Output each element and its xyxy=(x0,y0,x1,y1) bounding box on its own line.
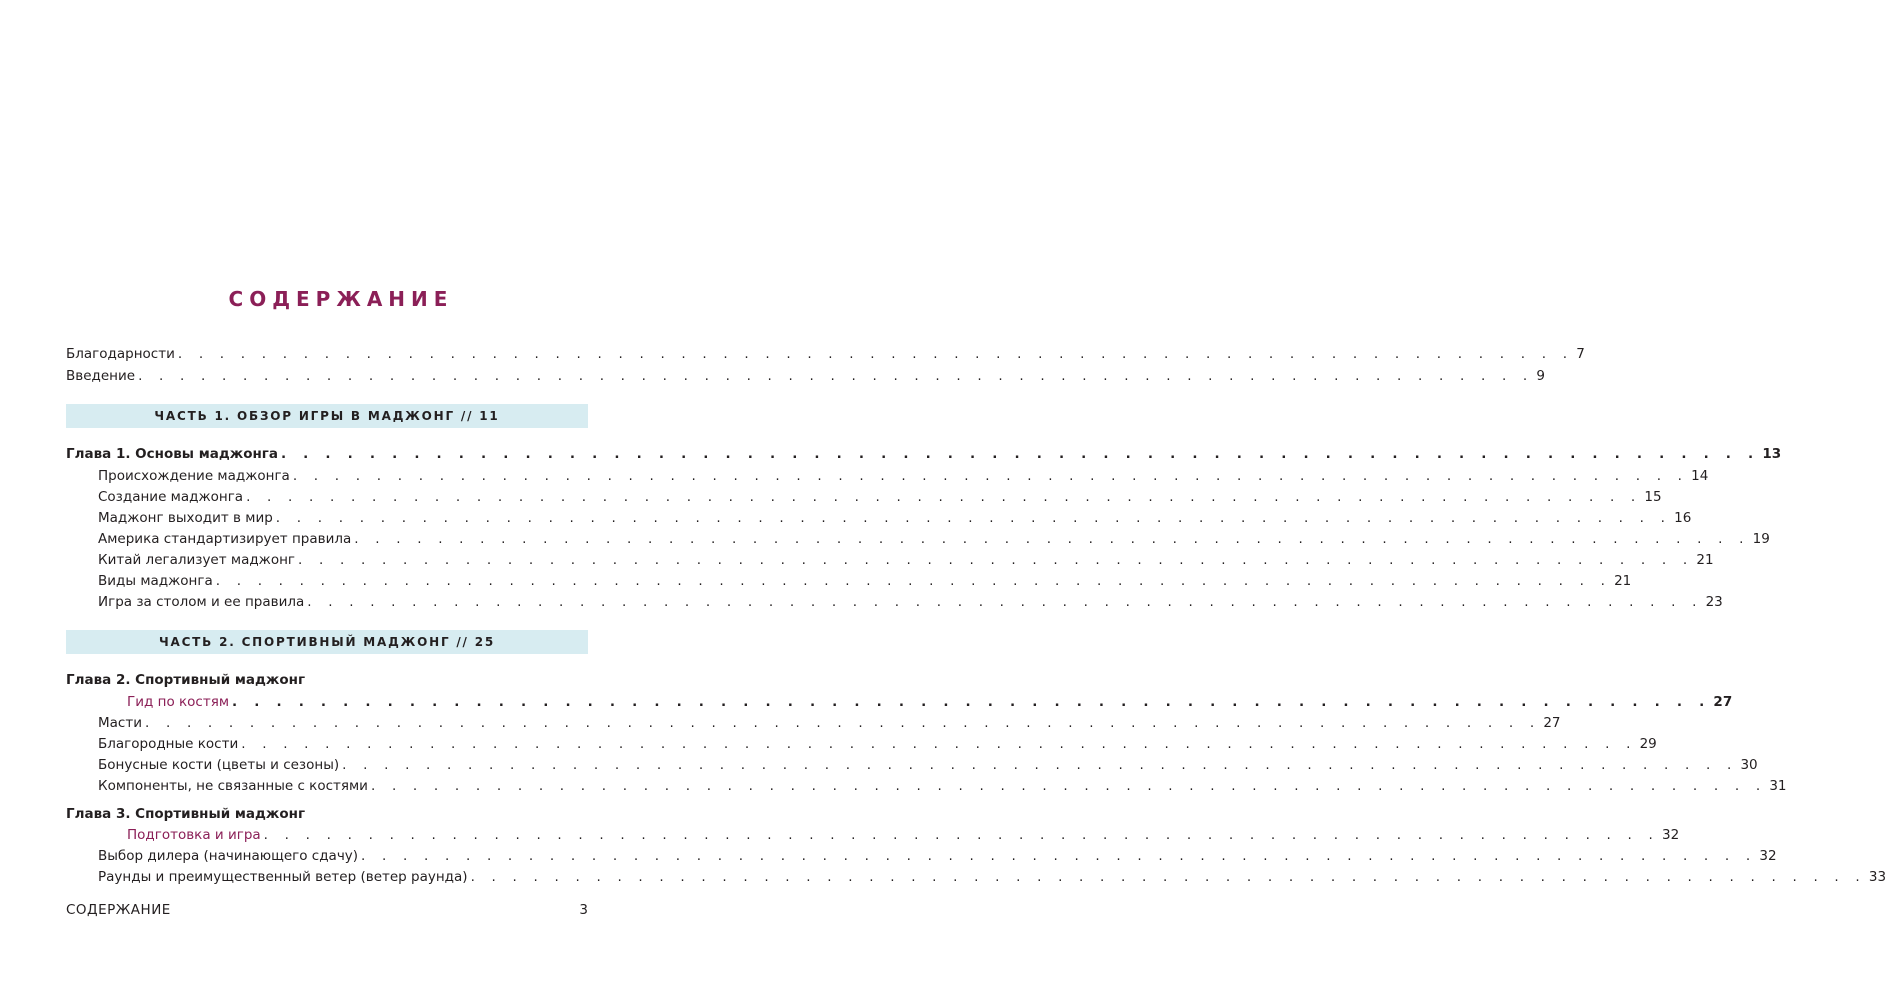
toc-entry[interactable] xyxy=(98,508,1692,528)
part-1-heading[interactable]: ЧАСТЬ 1. ОБЗОР ИГРЫ В МАДЖОНГ // 11 xyxy=(66,404,588,428)
toc-entry-page: 19 xyxy=(1752,531,1770,547)
toc-entry[interactable] xyxy=(98,466,1709,486)
dot-leader: . . . . . . . . . . . . . . . . . . . . . . . . . . . . . . . . . . . . . . . . . . . . . . . . . . . . . . . . . . . . . . . . . . . xyxy=(292,468,1689,484)
toc-entry-label: Благородные кости xyxy=(98,736,239,752)
toc-entry-label: Виды маджонга xyxy=(98,573,213,589)
dot-leader: . . . . . . . . . . . . . . . . . . . . . . . . . . . . . . . . . . . . . . . . . . . . . . . . . . . . . . . . . . . . . . . . . . . xyxy=(241,736,1637,752)
dot-leader: . . . . . . . . . . . . . . . . . . . . . . . . . . . . . . . . . . . . . . . . . . . . . . . . . . . . . . . . . . . . . . . . . . . xyxy=(354,531,1750,547)
toc-section-label: Гид по костям xyxy=(127,694,230,710)
dot-leader: . . . . . . . . . . . . . . . . . . . . . . . . . . . . . . . . . . . . . . . . . . . . . . . . . . . . . . . . . . . . . . . . . . . xyxy=(342,757,1738,773)
toc-entry[interactable] xyxy=(98,487,1662,507)
toc-entry-page: 15 xyxy=(1644,489,1662,505)
toc-entry-page: 9 xyxy=(1536,368,1546,384)
toc-entry[interactable] xyxy=(98,755,1758,775)
dot-leader: . . . . . . . . . . . . . . . . . . . . . . . . . . . . . . . . . . . . . . . . . . . . . . . . . . . . . . . . . . . . . . . . . . . xyxy=(298,552,1694,568)
toc-entry-label: Выбор дилера (начинающего сдачу) xyxy=(98,848,359,864)
toc-chapter-label: Глава 1. Основы маджонга xyxy=(66,446,278,462)
toc-entry-page: 21 xyxy=(1614,573,1632,589)
toc-entry[interactable] xyxy=(98,846,1777,866)
toc-section-page: 27 xyxy=(1713,694,1733,710)
toc-entry-page: 7 xyxy=(1576,346,1585,362)
toc-entry-acknowledgements[interactable] xyxy=(66,344,1585,364)
toc-entry-label: Маджонг выходит в мир xyxy=(98,510,273,526)
toc-entry-label: Масти xyxy=(98,715,142,731)
toc-entry-page: 23 xyxy=(1705,594,1723,610)
toc-entry-page: 14 xyxy=(1691,468,1709,484)
toc-entry-label: Компоненты, не связанные с костями xyxy=(98,778,368,794)
dot-leader: . . . . . . . . . . . . . . . . . . . . . . . . . . . . . . . . . . . . . . . . . . . . . . . . . . . . . . . . . . . . . . . . . . . xyxy=(177,346,1574,362)
page-number: 3 xyxy=(579,902,588,918)
toc-entry-page: 21 xyxy=(1696,552,1714,568)
dot-leader: . . . . . . . . . . . . . . . . . . . . . . . . . . . . . . . . . . . . . . . . . . . . . . . . . . . . . . . . . . . . . . . . . . . xyxy=(263,827,1660,843)
toc-entry[interactable] xyxy=(98,776,1787,796)
toc-entry-introduction[interactable] xyxy=(66,366,1546,386)
toc-entry[interactable] xyxy=(98,867,1886,887)
toc-entry[interactable] xyxy=(98,529,1770,549)
dot-leader: . . . . . . . . . . . . . . . . . . . . . . . . . . . . . . . . . . . . . . . . . . . . . . . . . . . . . . . . . . . . . . . . . . . xyxy=(275,510,1672,526)
dot-leader: . . . . . . . . . . . . . . . . . . . . . . . . . . . . . . . . . . . . . . . . . . . . . . . . . . . . . . . . . . . . . . . . . . . xyxy=(370,778,1767,794)
dot-leader: . . . . . . . . . . . . . . . . . . . . . . . . . . . . . . . . . . . . . . . . . . . . . . . . . . . . . . . . . . . . . . . . . . . xyxy=(144,715,1541,731)
dot-leader: . . . . . . . . . . . . . . . . . . . . . . . . . . . . . . . . . . . . . . . . . . . . . . . . . . . . . . . . . . . . . . . . . . . xyxy=(138,368,1534,384)
toc-entry-page: 29 xyxy=(1639,736,1657,752)
toc-chapter-1[interactable] xyxy=(66,444,1782,464)
toc-chapter-2[interactable]: Глава 2. Спортивный маджонг xyxy=(66,672,306,688)
toc-entry-label: Игра за столом и ее правила xyxy=(98,594,305,610)
toc-entry[interactable] xyxy=(98,713,1561,733)
toc-entry-label: Китай легализует маджонг xyxy=(98,552,296,568)
toc-entry-page: 32 xyxy=(1759,848,1777,864)
toc-section-tile-guide[interactable] xyxy=(127,692,1733,712)
toc-section-setup-and-play[interactable] xyxy=(127,825,1680,845)
running-footer-section: СОДЕРЖАНИЕ xyxy=(66,902,171,918)
dot-leader: . . . . . . . . . . . . . . . . . . . . . . . . . . . . . . . . . . . . . . . . . . . . . . . . . . . . . . . . . . . . . . . . . . . xyxy=(470,869,1866,885)
dot-leader: . . . . . . . . . . . . . . . . . . . . . . . . . . . . . . . . . . . . . . . . . . . . . . . . . . . . . . . . . . . . . . . . . . . xyxy=(232,694,1711,710)
toc-entry-label: Бонусные кости (цветы и сезоны) xyxy=(98,757,340,773)
dot-leader: . . . . . . . . . . . . . . . . . . . . . . . . . . . . . . . . . . . . . . . . . . . . . . . . . . . . . . . . . . . . . . . . . . . xyxy=(280,446,1760,462)
toc-entry-label: Создание маджонга xyxy=(98,489,244,505)
toc-section-page: 32 xyxy=(1662,827,1680,843)
toc-entry-label: Введение xyxy=(66,368,136,384)
toc-entry[interactable] xyxy=(98,571,1632,591)
dot-leader: . . . . . . . . . . . . . . . . . . . . . . . . . . . . . . . . . . . . . . . . . . . . . . . . . . . . . . . . . . . . . . . . . . . xyxy=(307,594,1703,610)
toc-section-label: Подготовка и игра xyxy=(127,827,261,843)
toc-entry-page: 33 xyxy=(1868,869,1886,885)
toc-entry[interactable] xyxy=(98,592,1723,612)
toc-entry[interactable] xyxy=(98,550,1714,570)
toc-entry-page: 16 xyxy=(1674,510,1692,526)
toc-entry-label: Раунды и преимущественный ветер (ветер раунда) xyxy=(98,869,468,885)
dot-leader: . . . . . . . . . . . . . . . . . . . . . . . . . . . . . . . . . . . . . . . . . . . . . . . . . . . . . . . . . . . . . . . . . . . xyxy=(246,489,1642,505)
toc-entry-page: 30 xyxy=(1740,757,1758,773)
dot-leader: . . . . . . . . . . . . . . . . . . . . . . . . . . . . . . . . . . . . . . . . . . . . . . . . . . . . . . . . . . . . . . . . . . . xyxy=(215,573,1612,589)
dot-leader: . . . . . . . . . . . . . . . . . . . . . . . . . . . . . . . . . . . . . . . . . . . . . . . . . . . . . . . . . . . . . . . . . . . xyxy=(361,848,1757,864)
toc-entry-label: Происхождение маджонга xyxy=(98,468,290,484)
part-2-heading[interactable]: ЧАСТЬ 2. СПОРТИВНЫЙ МАДЖОНГ // 25 xyxy=(66,630,588,654)
toc-entry[interactable] xyxy=(98,734,1657,754)
toc-entry-page: 27 xyxy=(1543,715,1561,731)
toc-chapter-3[interactable]: Глава 3. Спортивный маджонг xyxy=(66,806,306,822)
toc-chapter-page: 13 xyxy=(1762,446,1782,462)
toc-entry-page: 31 xyxy=(1769,778,1787,794)
page-title: СОДЕРЖАНИЕ xyxy=(228,287,454,311)
toc-entry-label: Благодарности xyxy=(66,346,175,362)
toc-entry-label: Америка стандартизирует правила xyxy=(98,531,352,547)
